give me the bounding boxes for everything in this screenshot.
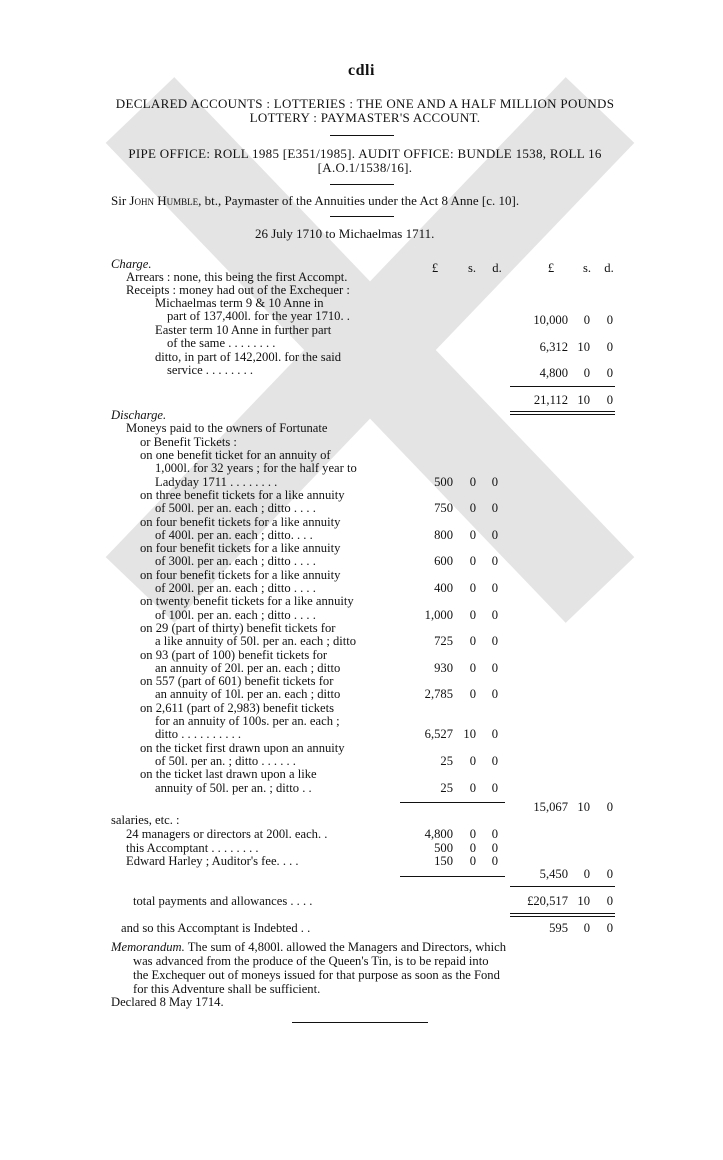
indebted-shillings: 0 (583, 921, 590, 935)
charge-amount-shillings: 0 (583, 366, 590, 380)
salary-pence: 0 (491, 840, 498, 855)
charge-total-pounds: 21,112 (533, 393, 568, 407)
paymaster-line (111, 194, 519, 207)
discharge-line: on four benefit tickets for a like annuity (140, 567, 341, 582)
salary-label: 24 managers or directors at 200l. each. . (126, 827, 328, 841)
discharge-amount-shillings: 0 (469, 501, 476, 516)
salary-pence: 0 (491, 854, 498, 868)
charge-arrears: Arrears : none, this being the first Accompt. (126, 270, 348, 284)
salary-shillings: 0 (469, 840, 476, 855)
document-title-text: DECLARED ACCOUNTS : LOTTERIES : THE ONE AND A HALF MILLION POUNDS LOTTERY : PAYMASTER'S ACCOUNT. (115, 96, 615, 125)
discharge-line: on 2,611 (part of 2,983) benefit tickets (140, 700, 334, 715)
discharge-amount-pence: 0 (491, 607, 498, 622)
paymaster-prefix: Sir (111, 193, 130, 208)
charge-amount-pounds: 6,312 (539, 340, 568, 354)
salaries-total-shillings: 0 (583, 867, 590, 881)
discharge-amount-pounds: 930 (434, 660, 453, 675)
col-head-pounds-2: £ (547, 261, 555, 275)
charge-amount-pence: 0 (606, 366, 613, 380)
discharge-amount-shillings: 0 (469, 687, 476, 702)
paymaster-suffix: , bt., Paymaster of the Annuities under the Act 8 Anne [c. 10]. (198, 193, 520, 208)
memorandum-line (111, 941, 506, 954)
discharge-line: of 200l. per an. each ; ditto . . . . (155, 581, 316, 595)
discharge-amount-pounds: 500 (434, 474, 453, 489)
salary-pounds: 150 (434, 854, 453, 868)
charge-heading: Charge. (111, 257, 152, 271)
discharge-amount-pounds: 750 (434, 501, 453, 516)
discharge-subtotal-shillings: 10 (577, 800, 590, 814)
discharge-line: of 50l. per an. ; ditto . . . . . . (155, 753, 296, 768)
charge-line: Michaelmas term 9 & 10 Anne in (155, 296, 324, 310)
col-head-pence-1: d. (492, 261, 502, 275)
total-payments-rule (510, 886, 615, 887)
discharge-heading: Discharge. (111, 408, 167, 422)
roll-reference-text: PIPE OFFICE: ROLL 1985 [E351/1985]. AUDIT OFFICE: BUNDLE 1538, ROLL 16 [A.O.1/1538/16]. (128, 146, 602, 175)
discharge-amount-shillings: 0 (469, 527, 476, 542)
discharge-amount-pence: 0 (491, 581, 498, 595)
salary-pence: 0 (491, 827, 498, 841)
discharge-amount-pence: 0 (491, 554, 498, 569)
discharge-amount-pence: 0 (491, 501, 498, 516)
discharge-intro: or Benefit Tickets : (140, 435, 237, 449)
salaries-sum-rule (400, 876, 505, 877)
salary-label: this Accomptant . . . . . . . . (126, 840, 259, 855)
charge-total-rule (510, 414, 615, 415)
discharge-line: for an annuity of 100s. per an. each ; (155, 714, 340, 728)
charge-total-rule (510, 411, 615, 412)
discharge-sum-rule (400, 802, 505, 803)
discharge-line: on twenty benefit tickets for a like annuity (140, 594, 354, 609)
discharge-subtotal-pence: 0 (606, 800, 613, 814)
discharge-amount-pence: 0 (491, 474, 498, 489)
discharge-amount-pence: 0 (491, 727, 498, 742)
col-head-shillings-2: s. (582, 261, 592, 275)
discharge-line: on 29 (part of thirty) benefit tickets for (140, 620, 336, 635)
discharge-amount-pounds: 800 (434, 527, 453, 542)
col-head-pounds-1: £ (431, 261, 439, 275)
end-rule (292, 1022, 428, 1023)
charge-amount-shillings: 10 (577, 340, 590, 354)
charge-line: Easter term 10 Anne in further part (155, 323, 332, 337)
col-head-pence-2: d. (604, 261, 614, 275)
discharge-line: on 93 (part of 100) benefit tickets for (140, 647, 328, 662)
title-rule (330, 135, 394, 136)
total-payments-pounds: £20,517 (527, 894, 568, 908)
total-payments-rule (510, 913, 615, 914)
discharge-line: of 100l. per an. each ; ditto . . . . (155, 607, 316, 622)
total-payments-shillings: 10 (577, 894, 590, 908)
discharge-amount-pounds: 6,527 (424, 727, 453, 742)
paymaster-rule (330, 216, 394, 217)
discharge-line: an annuity of 10l. per an. each ; ditto (155, 687, 341, 702)
page-number: cdli (348, 62, 375, 79)
charge-amount-pounds: 4,800 (539, 366, 568, 380)
charge-line: service . . . . . . . . (167, 363, 254, 377)
col-head-shillings-1: s. (467, 261, 477, 275)
indebted-pounds: 595 (549, 921, 568, 935)
discharge-amount-pence: 0 (491, 753, 498, 768)
charge-amount-pence: 0 (606, 313, 613, 327)
document-title (100, 97, 630, 125)
discharge-amount-shillings: 0 (469, 554, 476, 569)
discharge-amount-pounds: 25 (440, 753, 453, 768)
discharge-line: on the ticket last drawn upon a like (140, 767, 317, 782)
declared-date: Declared 8 May 1714. (111, 995, 224, 1009)
discharge-line: Ladyday 1711 . . . . . . . . (155, 474, 278, 489)
roll-reference (100, 147, 630, 175)
memorandum-line: the Exchequer out of moneys issued for that purpose as soon as the Fond (133, 968, 500, 982)
salary-pounds: 4,800 (424, 827, 453, 841)
charge-total-pence: 0 (606, 393, 613, 407)
charge-amount-pounds: 10,000 (533, 313, 568, 327)
discharge-line: on 557 (part of 601) benefit tickets for (140, 674, 334, 689)
salary-shillings: 0 (469, 854, 476, 868)
discharge-amount-pence: 0 (491, 660, 498, 675)
paymaster-name: John Humble (129, 193, 199, 208)
charge-line: of the same . . . . . . . . (167, 336, 276, 350)
discharge-line: annuity of 50l. per an. ; ditto . . (155, 780, 312, 795)
discharge-amount-pence: 0 (491, 687, 498, 702)
memorandum-text: The sum of 4,800l. allowed the Managers and Directors, which (187, 940, 506, 954)
discharge-amount-shillings: 0 (469, 474, 476, 489)
discharge-line: on four benefit tickets for a like annuity (140, 541, 341, 556)
salary-pounds: 500 (434, 840, 453, 855)
discharge-amount-shillings: 10 (463, 727, 476, 742)
discharge-line: of 400l. per an. each ; ditto. . . . (155, 527, 313, 542)
charge-sum-rule (510, 386, 615, 387)
charge-line: part of 137,400l. for the year 1710. . (167, 309, 350, 323)
discharge-line: ditto . . . . . . . . . . (155, 727, 242, 742)
discharge-line: of 300l. per an. each ; ditto . . . . (155, 554, 316, 569)
discharge-amount-pence: 0 (491, 527, 498, 542)
memorandum-line: was advanced from the produce of the Queen's Tin, is to be repaid into (133, 954, 489, 968)
discharge-amount-pence: 0 (491, 780, 498, 795)
discharge-amount-shillings: 0 (469, 607, 476, 622)
discharge-intro: Moneys paid to the owners of Fortunate (126, 421, 328, 435)
discharge-line: an annuity of 20l. per an. each ; ditto (155, 660, 341, 675)
charge-amount-shillings: 0 (583, 313, 590, 327)
discharge-amount-pounds: 400 (434, 581, 453, 595)
salaries-heading: salaries, etc. : (111, 813, 180, 827)
discharge-amount-shillings: 0 (469, 581, 476, 595)
indebted-pence: 0 (606, 921, 613, 935)
total-payments-pence: 0 (606, 894, 613, 908)
discharge-amount-shillings: 0 (469, 780, 476, 795)
discharge-line: on four benefit tickets for a like annuity (140, 514, 341, 529)
discharge-amount-pounds: 2,785 (424, 687, 453, 702)
total-payments-label: total payments and allowances . . . . (133, 894, 313, 908)
discharge-line: a like annuity of 50l. per an. each ; ditto (155, 634, 357, 649)
memorandum-label: Memorandum. (111, 940, 185, 954)
salary-label: Edward Harley ; Auditor's fee. . . . (126, 854, 299, 868)
charge-total-shillings: 10 (577, 393, 590, 407)
charge-line: ditto, in part of 142,200l. for the said (155, 350, 342, 364)
total-payments-rule (510, 916, 615, 917)
discharge-line: on three benefit tickets for a like annuity (140, 487, 345, 502)
discharge-line: on one benefit ticket for an annuity of (140, 448, 331, 462)
account-period: 26 July 1710 to Michaelmas 1711. (255, 226, 435, 241)
discharge-amount-pence: 0 (491, 634, 498, 649)
discharge-subtotal-pounds: 15,067 (533, 800, 568, 814)
memorandum-line: for this Adventure shall be sufficient. (133, 982, 321, 996)
discharge-amount-pounds: 1,000 (424, 607, 453, 622)
discharge-amount-shillings: 0 (469, 753, 476, 768)
discharge-amount-pounds: 25 (440, 780, 453, 795)
salaries-total-pence: 0 (606, 867, 613, 881)
salaries-total-pounds: 5,450 (539, 867, 568, 881)
discharge-amount-pounds: 725 (434, 634, 453, 649)
indebted-label: and so this Accomptant is Indebted . . (121, 921, 311, 935)
salary-shillings: 0 (469, 827, 476, 841)
discharge-amount-shillings: 0 (469, 660, 476, 675)
charge-receipts: Receipts : money had out of the Exchequer : (126, 283, 350, 297)
discharge-line: 1,000l. for 32 years ; for the half year to (155, 461, 357, 476)
charge-amount-pence: 0 (606, 340, 613, 354)
discharge-amount-pounds: 600 (434, 554, 453, 569)
discharge-line: of 500l. per an. each ; ditto . . . . (155, 501, 316, 516)
discharge-line: on the ticket first drawn upon an annuity (140, 740, 345, 755)
discharge-amount-shillings: 0 (469, 634, 476, 649)
roll-rule (330, 184, 394, 185)
